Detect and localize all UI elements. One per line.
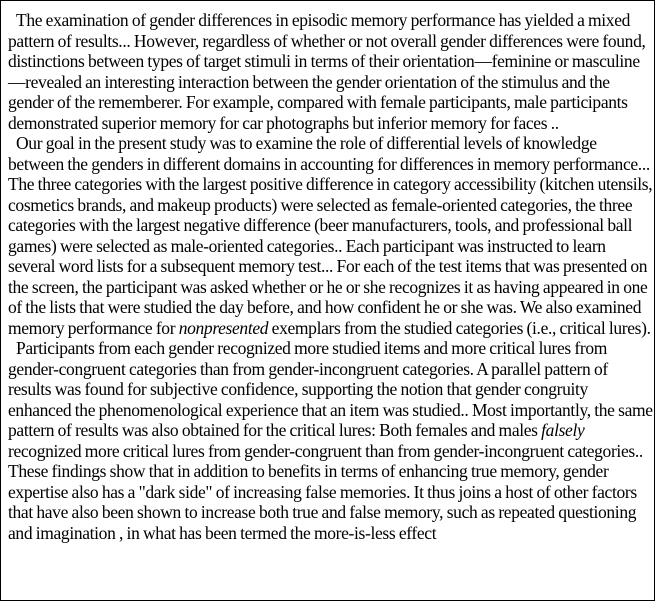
paragraph-intro [8,10,654,133]
paragraph-results-text-end: recognized more critical lures from gender-congruent than from gender-incongruent categories.. These findings show that in addition to benefits in terms of enhancing true memory, gender expertise also has a "dark side" of increasing false memories. It thus joins a host of other factors that have also been shown to increase both true and false memory, such as repeated questioning and imagination , in what has been termed the more-is-less effect [8,440,643,543]
italic-term-nonpresented: nonpresented [178,317,269,338]
paragraph-study-goal-text-end: exemplars from the studied categories (i.e., critical lures). [268,317,651,338]
paragraph-results-text: Participants from each gender recognized more studied items and more critical lures from gender-congruent categories than from gender-incongruent categories. A parallel pattern of results was found for subjective confidence, supporting the notion that gender congruity enhanced the phenomenological experience that an item was studied.. Most importantly, the same pattern of results was also obtained for the critical lures: Both females and males [8,338,653,440]
paragraph-results [8,338,654,543]
paragraph-intro-text: The examination of gender differences in episodic memory performance has yielded a mixed pattern of results... However, regardless of whether or not overall gender differences were found, distinctions between types of target stimuli in terms of their orientation—feminine or masculine—revealed an interesting interaction between the gender orientation of the stimulus and the gender of the rememberer. For example, compared with female participants, male participants demonstrated superior memory for car photographs but inferior memory for faces .. [8,10,646,133]
paragraph-study-goal-text: Our goal in the present study was to examine the role of differential levels of knowledge between the genders in different domains in accounting for differences in memory performance... The three categories with the largest positive difference in category accessibility (kitchen utensils, cosmetics brands, and makeup products) were selected as female-oriented categories, the three categories with the largest negative difference (beer manufacturers, tools, and professional ball games) were selected as male-oriented categories.. Each participant was instructed to learn several word lists for a subsequent memory test... For each of the test items that was presented on the screen, the participant was asked whether or he or she recognizes it as having appeared in one of the lists that were studied the day before, and how confident he or she was. We also examined memory performance for [8,133,653,338]
document-body [8,10,654,543]
italic-term-falsely: falsely [541,420,585,440]
paragraph-study-goal [8,133,654,338]
